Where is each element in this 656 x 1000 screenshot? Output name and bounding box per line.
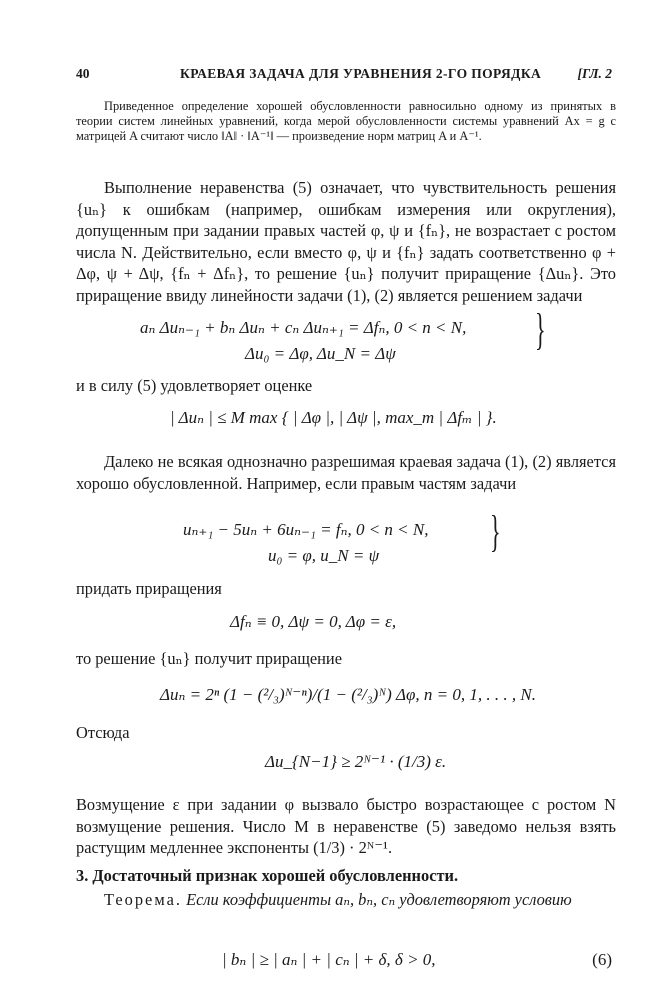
paragraph-sensitivity: Выполнение неравенства (5) означает, что чувствительность решения {uₙ} к ошибкам (например, ошибкам измерения или округления), допущенным при задании правых частей φ, ψ и {fₙ}, не возрастает с ростом числа N. Действительно, если вместо φ, ψ и {fₙ} задать соответственно φ + Δφ, ψ + Δψ, {fₙ + Δfₙ}, то решение {uₙ} получит приращение {Δuₙ}. Это приращение ввиду линейности задачи (1), (2) является решением задачи	[76, 178, 616, 305]
equation-system-2-line-2: u₀ = φ, u_N = ψ	[268, 546, 380, 565]
equation-diagonal-dominance: | bₙ | ≥ | aₙ | + | cₙ | + δ, δ > 0,	[222, 950, 436, 969]
theorem-statement	[76, 889, 616, 911]
paragraph-perturbation: Возмущение ε при задании φ вызвало быстро возрастающее с ростом N возмущение решения. Число M в неравенстве (5) заведомо нельзя взять растущим медленнее экспоненты (1/3) · 2ᴺ⁻¹.	[76, 795, 616, 858]
paragraph-hence: Отсюда	[76, 723, 130, 742]
theorem-label: Теорема.	[104, 890, 182, 909]
equation-lower-bound: Δu_{N−1} ≥ 2ᴺ⁻¹ · (1/3) ε.	[265, 752, 447, 771]
footnote-paragraph: Приведенное определение хорошей обусловленности равносильно одному из принятых в теории систем линейных уравнений, когда мерой обусловленности системы уравнений Ax = g с матрицей A считают число ‖A‖ · ‖A⁻¹‖ — произведение норм матриц A и A⁻¹.	[76, 99, 616, 144]
page-number: 40	[76, 66, 90, 81]
equation-increments: Δfₙ ≡ 0, Δψ = 0, Δφ = ε,	[230, 612, 397, 631]
equation-system-1-line-2: Δu₀ = Δφ, Δu_N = Δψ	[245, 344, 396, 363]
section-heading: 3. Достаточный признак хорошей обусловленности.	[76, 866, 459, 885]
paragraph-ill-conditioned: Далеко не всякая однозначно разрешимая краевая задача (1), (2) является хорошо обусловленной. Например, если правым частям задачи	[76, 452, 616, 493]
right-brace: }	[535, 305, 546, 354]
equation-estimate: | Δuₙ | ≤ M max { | Δφ |, | Δψ |, max_m | Δfₘ | }.	[170, 408, 497, 427]
theorem-text: Если коэффициенты aₙ, bₙ, cₙ удовлетворяют условию	[186, 890, 572, 909]
equation-number: (6)	[592, 950, 612, 969]
equation-system-1-line-1: aₙ Δuₙ₋₁ + bₙ Δuₙ + cₙ Δuₙ₊₁ = Δfₙ, 0 < n < N,	[140, 318, 467, 337]
running-header	[76, 66, 612, 84]
equation-delta-u: Δuₙ = 2ⁿ (1 − (²/₃)ᴺ⁻ⁿ)/(1 − (²/₃)ᴺ) Δφ, n = 0, 1, . . . , N.	[160, 685, 536, 704]
right-brace: }	[490, 507, 501, 556]
running-title: КРАЕВАЯ ЗАДАЧА ДЛЯ УРАВНЕНИЯ 2-ГО ПОРЯДКА	[180, 66, 542, 81]
paragraph-solution-increment: то решение {uₙ} получит приращение	[76, 649, 342, 668]
paragraph-increments: придать приращения	[76, 579, 222, 598]
paragraph-estimate-intro: и в силу (5) удовлетворяет оценке	[76, 376, 313, 395]
equation-system-2-line-1: uₙ₊₁ − 5uₙ + 6uₙ₋₁ = fₙ, 0 < n < N,	[183, 520, 429, 539]
chapter-label: [ГЛ. 2	[577, 66, 612, 81]
